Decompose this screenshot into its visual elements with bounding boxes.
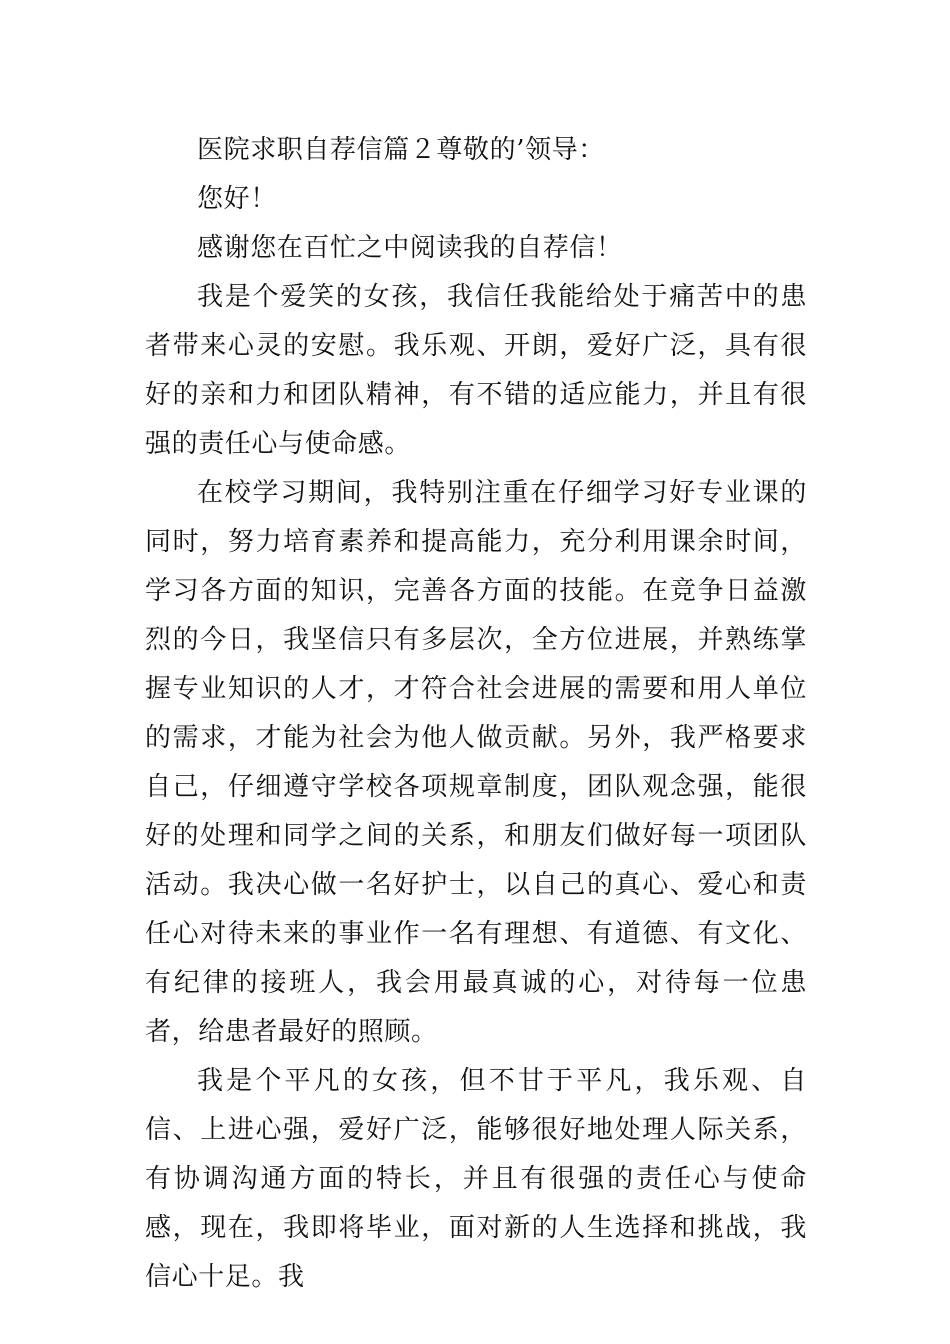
paragraph-character: 我是个平凡的女孩，但不甘于平凡，我乐观、自信、上进心强，爱好广泛，能够很好地处理人际关系，有协调沟通方面的特长，并且有很强的责任心与使命感，现在，我即将毕业，面对新的人生选择和挑战，我信心十足。我	[145, 1066, 807, 1292]
paragraph-study: 在校学习期间，我特别注重在仔细学习好专业课的同时，努力培育素养和提高能力，充分利用课余时间，学习各方面的知识，完善各方面的技能。在竞争日益激烈的今日，我坚信只有多层次，全方位进展，并熟练掌握专业知识的人才，才符合社会进展的需要和用人单位的需求，才能为社会为他人做贡献。另外，我严格要求自己，仔细遵守学校各项规章制度，团队观念强，能很好的处理和同学之间的关系，和朋友们做好每一项团队活动。我决心做一名好护士，以自己的真心、爱心和责任心对待未来的事业作一名有理想、有道德、有文化、有纪律的接班人，我会用最真诚的心，对待每一位患者，给患者最好的照顾。	[145, 478, 807, 1047]
letter-body	[145, 126, 807, 1302]
thanks-line: 感谢您在百忙之中阅读我的自荐信！	[197, 233, 623, 263]
greeting: 您好！	[197, 184, 277, 214]
letter-heading: 医院求职自荐信篇２尊敬的’领导：	[197, 135, 605, 165]
paragraph-intro: 我是个爱笑的女孩，我信任我能给处于痛苦中的患者带来心灵的安慰。我乐观、开朗，爱好广泛，具有很好的亲和力和团队精神，有不错的适应能力，并且有很强的责任心与使命感。	[145, 282, 807, 459]
